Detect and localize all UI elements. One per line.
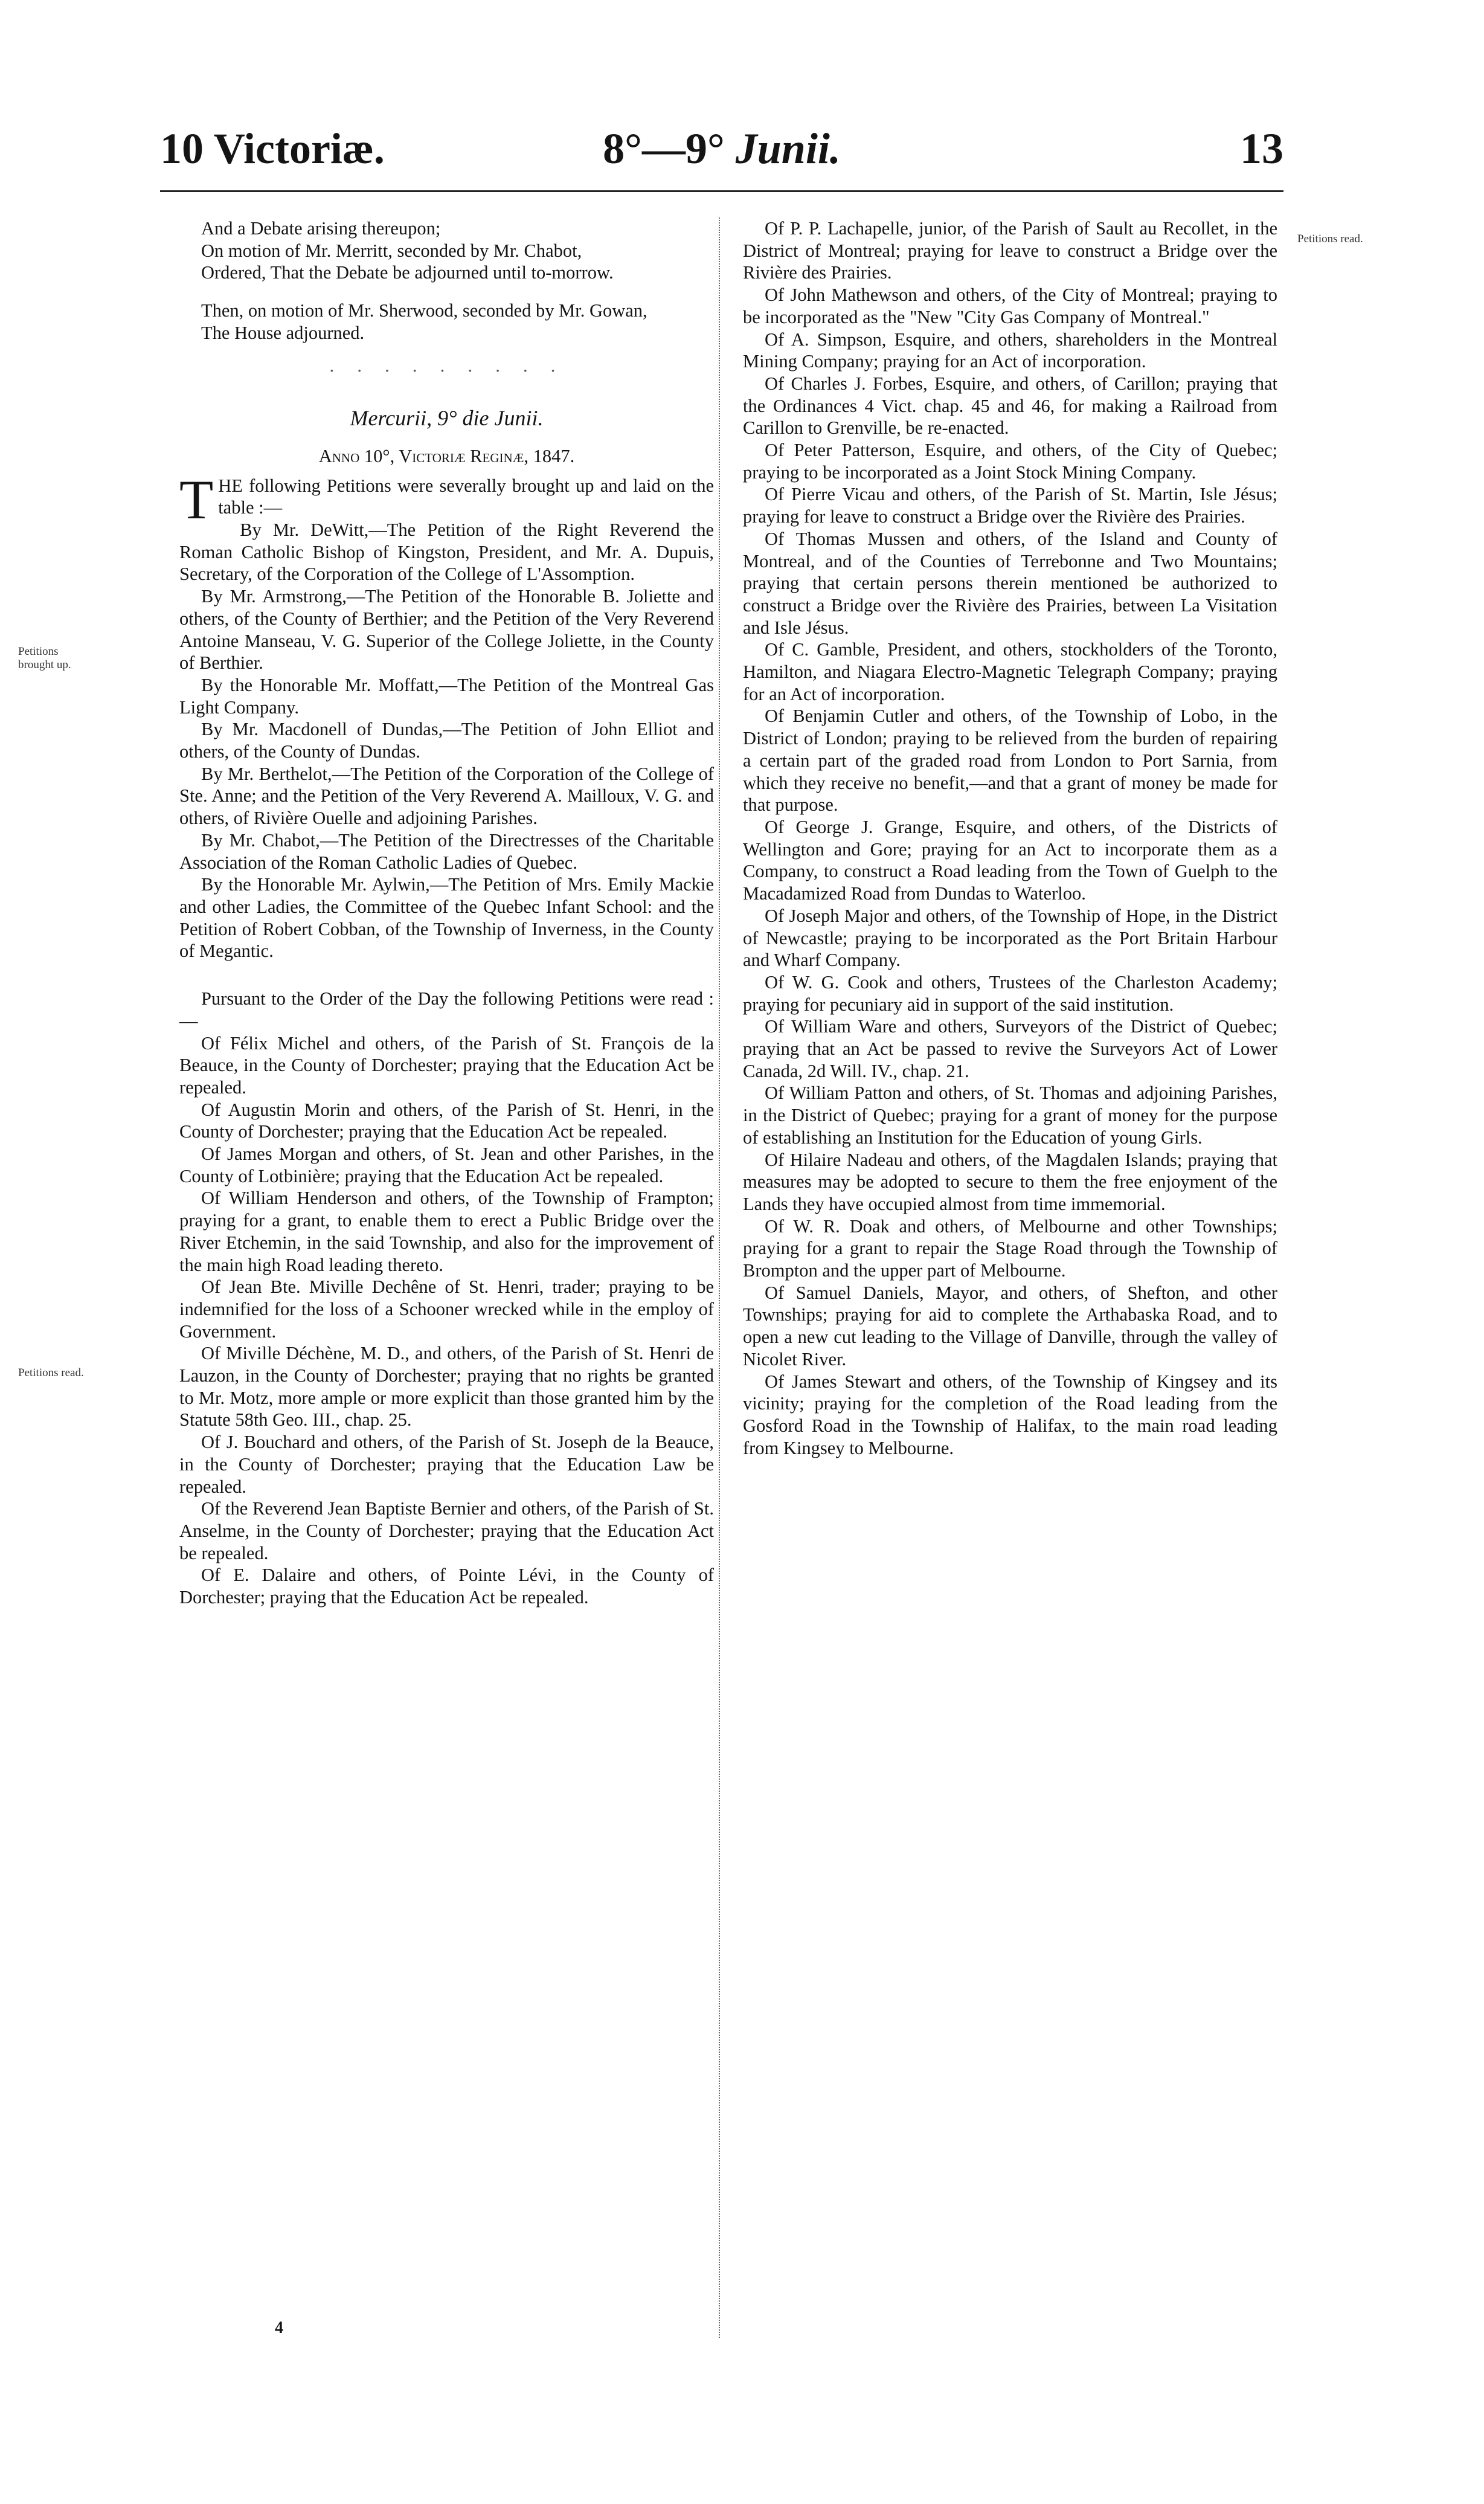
- petition-read: Of A. Simpson, Esquire, and others, shareholders in the Montreal Mining Company; praying for an Act of incorporation.: [743, 329, 1277, 372]
- right-column: [743, 217, 1277, 1459]
- anno-line: Anno 10°, Victoriæ Reginæ, 1847.: [318, 445, 575, 466]
- petition-brought-up: By the Honorable Mr. Moffatt,—The Petition of the Montreal Gas Light Company.: [179, 674, 714, 718]
- petition-read: Of J. Bouchard and others, of the Parish of St. Joseph de la Beauce, in the County of Dorchester; praying that the Education Law be repealed.: [179, 1432, 714, 1497]
- intro-text: HE following Petitions were severally brought up and laid on the table :—: [218, 475, 714, 518]
- petition-read: Of William Patton and others, of St. Thomas and adjoining Parishes, in the District of Quebec; praying for a grant of money for the purpose of establishing an Institution for the Education of young Girls.: [743, 1083, 1277, 1148]
- margin-note-petitions-read: Petitions read.: [18, 1366, 84, 1379]
- petition-read: Of Augustin Morin and others, of the Parish of St. Henri, in the County of Dorchester; praying that the Education Act be repealed.: [179, 1099, 714, 1142]
- footer-signature-number: 4: [275, 2319, 283, 2337]
- petition-read: Of W. R. Doak and others, of Melbourne and other Townships; praying for a grant to repair the Stage Road through the Township of Brompton and the upper part of Melbourne.: [743, 1215, 1277, 1281]
- paragraph: On motion of Mr. Merritt, seconded by Mr. Chabot,: [201, 240, 582, 261]
- petition-read: Of Charles J. Forbes, Esquire, and others, of Carillon; praying that the Ordinances 4 Vict. chap. 45 and 46, for making a Railroad from Carillon to Grenville, be re-enacted.: [743, 373, 1277, 439]
- petition-read: Of Félix Michel and others, of the Parish of St. François de la Beauce, in the County of Dorchester; praying that the Education Act be repealed.: [179, 1032, 714, 1098]
- date-heading: Mercurii, 9° die Junii.: [350, 406, 544, 431]
- petition-brought-up: By Mr. Berthelot,—The Petition of the Corporation of the College of Ste. Anne; and the Petition of the Very Reverend A. Mailloux, V. G. and others, of Rivière Ouelle and adjoining Parishes.: [179, 763, 714, 829]
- petition-read: Of E. Dalaire and others, of Pointe Lévi, in the County of Dorchester; praying that the Education Act be repealed.: [179, 1565, 714, 1608]
- petition-read: Of George J. Grange, Esquire, and others, of the Districts of Wellington and Gore; praying for an Act to incorporate them as a Company, to construct a Road leading from the Town of Guelph to the Macadamized Road from Dundas to Waterloo.: [743, 816, 1277, 904]
- drop-cap: T: [179, 468, 214, 530]
- petition-read: Of John Mathewson and others, of the City of Montreal; praying to be incorporated as the "New "City Gas Company of Montreal.": [743, 285, 1277, 327]
- petition-read: Of Thomas Mussen and others, of the Island and County of Montreal, and of the Counties of Terrebonne and Two Mountains; praying that certain persons therein mentioned be authorized to construct a Bridge over the Rivière des Prairies, between La Visitation and Isle Jésus.: [743, 528, 1277, 638]
- petition-read: Of P. P. Lachapelle, junior, of the Parish of Sault au Recollet, in the District of Montreal; praying for leave to construct a Bridge over the Rivière des Prairies.: [743, 218, 1277, 283]
- intro-paragraph: [179, 468, 714, 530]
- petition-brought-up: By Mr. Armstrong,—The Petition of the Honorable B. Joliette and others, of the County of Berthier; and the Petition of the Very Reverend Antoine Manseau, V. G. Superior of the College Joliette, in the County of Berthier.: [179, 586, 714, 674]
- header-dates: [160, 124, 1283, 174]
- petition-read: Of Pierre Vicau and others, of the Parish of St. Martin, Isle Jésus; praying for leave to construct a Bridge over the Rivière des Prairies.: [743, 484, 1277, 527]
- header-month: Junii.: [735, 124, 841, 173]
- petition-read: Of the Reverend Jean Baptiste Bernier and others, of the Parish of St. Anselme, in the County of Dorchester; praying that the Education Act be repealed.: [179, 1498, 714, 1563]
- column-divider: [719, 217, 720, 2338]
- header-page-number: 13: [1240, 124, 1283, 173]
- read-intro: Pursuant to the Order of the Day the following Petitions were read :—: [179, 988, 714, 1031]
- petition-read: Of William Henderson and others, of the Township of Frampton; praying for a grant, to enable them to erect a Public Bridge over the River Etchemin, in the said Township, and also for the improvement of the main high Road leading thereto.: [179, 1188, 714, 1275]
- paragraph: The House adjourned.: [201, 322, 365, 343]
- petition-read: Of C. Gamble, President, and others, stockholders of the Toronto, Hamilton, and Niagara Electro-Magnetic Telegraph Company; praying for an Act of incorporation.: [743, 639, 1277, 704]
- section-separator: · · · · · · · · ·: [329, 360, 565, 381]
- petition-read: Of Joseph Major and others, of the Township of Hope, in the District of Newcastle; praying to be incorporated as the Port Britain Harbour and Wharf Company.: [743, 905, 1277, 971]
- margin-note-petitions-brought-up: Petitions brought up.: [18, 645, 71, 671]
- paragraph: And a Debate arising thereupon;: [201, 218, 441, 239]
- margin-note-petitions-read: Petitions read.: [1297, 233, 1363, 245]
- petition-brought-up: By Mr. Chabot,—The Petition of the Directresses of the Charitable Association of the Roman Catholic Ladies of Quebec.: [179, 829, 714, 873]
- paragraph: Then, on motion of Mr. Sherwood, seconded by Mr. Gowan,: [201, 300, 647, 321]
- paragraph: Ordered, That the Debate be adjourned until to-morrow.: [201, 262, 614, 283]
- header-day-range: 8°—9°: [603, 124, 725, 173]
- petition-read: Of James Morgan and others, of St. Jean and other Parishes, in the County of Lotbinière; praying that the Education Act be repealed.: [179, 1144, 714, 1186]
- left-column: [179, 217, 714, 1609]
- petition-read: Of Jean Bte. Miville Dechêne of St. Henri, trader; praying to be indemnified for the loss of a Schooner wrecked while in the employ of Government.: [179, 1276, 714, 1342]
- petition-read: Of Miville Déchène, M. D., and others, of the Parish of St. Henri de Lauzon, in the County of Dorchester; praying that no rights be granted to Mr. Motz, more ample or more explicit than those granted him by the Statute 58th Geo. III., chap. 25.: [179, 1343, 714, 1431]
- header-rule: [160, 190, 1283, 192]
- page-header: [160, 124, 1283, 178]
- petition-brought-up: By Mr. DeWitt,—The Petition of the Right Reverend the Roman Catholic Bishop of Kingston, President, and Mr. A. Dupuis, Secretary, of the Corporation of the College of L'Assomption.: [179, 520, 714, 585]
- petition-read: Of Hilaire Nadeau and others, of the Magdalen Islands; praying that measures may be adopted to secure to them the free enjoyment of the Lands they have occupied almost from time immemorial.: [743, 1149, 1277, 1214]
- petition-brought-up: By Mr. Macdonell of Dundas,—The Petition of John Elliot and others, of the County of Dundas.: [179, 719, 714, 762]
- petition-brought-up: By the Honorable Mr. Aylwin,—The Petition of Mrs. Emily Mackie and other Ladies, the Committee of the Quebec Infant School: and the Petition of Robert Cobban, of the Township of Inverness, in the County of Megantic.: [179, 874, 714, 962]
- petition-read: Of W. G. Cook and others, Trustees of the Charleston Academy; praying for pecuniary aid in support of the said institution.: [743, 971, 1277, 1015]
- petition-read: Of Samuel Daniels, Mayor, and others, of Shefton, and other Townships; praying for aid to complete the Arthabaska Road, and to open a new cut leading to the Village of Danville, through the valley of Nicolet River.: [743, 1282, 1277, 1369]
- petition-read: Of William Ware and others, Surveyors of the District of Quebec; praying that an Act be passed to revive the Surveyors Act of Lower Canada, 2d Will. IV., chap. 21.: [743, 1016, 1277, 1081]
- petition-read: Of Benjamin Cutler and others, of the Township of Lobo, in the District of London; praying to be relieved from the burden of repairing a certain part of the graded road from London to Port Sarnia, from which they receive no benefit,—and that a grant of money be made for that purpose.: [743, 706, 1277, 816]
- petition-read: Of Peter Patterson, Esquire, and others, of the City of Quebec; praying to be incorporated as a Joint Stock Mining Company.: [743, 440, 1277, 483]
- header-session: 10 Victoriæ.: [160, 124, 385, 173]
- petition-read: Of James Stewart and others, of the Township of Kingsey and its vicinity; praying for the completion of the Road leading from the Gosford Road in the Township of Halifax, to the main road leading from Kingsey to Melbourne.: [743, 1371, 1277, 1458]
